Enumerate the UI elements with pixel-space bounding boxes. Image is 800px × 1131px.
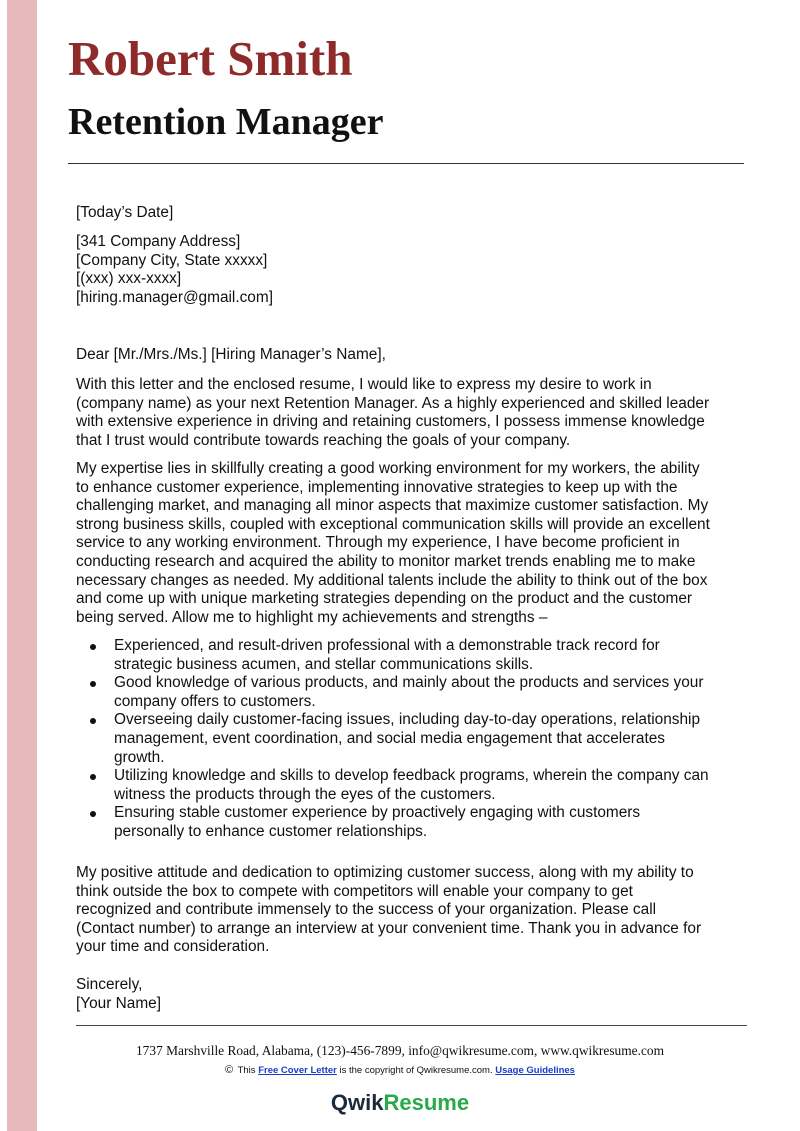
list-item: [76, 711, 756, 767]
applicant-name: Robert Smith: [68, 31, 353, 86]
recipient-block: [76, 233, 756, 307]
header-divider: [68, 163, 744, 164]
list-item: [76, 637, 756, 674]
footer-address: 1737 Marshville Road, Alabama, (123)-456-7899, info@qwikresume.com, www.qwikresume.com: [135, 1043, 664, 1058]
paragraph-line: that I trust would contribute towards reaching the goals of your company.: [76, 431, 571, 449]
paragraph-line: My positive attitude and dedication to optimizing customer success, along with my ability to: [76, 864, 694, 881]
sidebar-stripe: [7, 0, 37, 1131]
date-line: [Today’s Date]: [76, 204, 174, 221]
free-cover-letter-link[interactable]: Free Cover Letter: [258, 1065, 337, 1076]
paragraph-line: With this letter and the enclosed resume, I would like to express my desire to work in: [76, 376, 652, 393]
bullet-icon: [90, 774, 96, 780]
paragraph-line: being served. Allow me to highlight my achievements and strengths –: [76, 608, 548, 626]
date: [76, 204, 756, 223]
paragraph-line: challenging market, and managing all minor aspects that maximize customer satisfaction. My: [76, 497, 709, 515]
list-item-line: Overseeing daily customer-facing issues, including day-to-day operations, relationship: [114, 711, 701, 729]
signature-line: [Your Name]: [76, 994, 161, 1012]
bullet-icon: [90, 811, 96, 817]
logo-part-qwik: Qwik: [330, 1090, 384, 1115]
paragraph-expertise: [76, 460, 756, 627]
list-item-line: Ensuring stable customer experience by proactively engaging with customers: [114, 804, 641, 822]
recipient-address: [341 Company Address]: [76, 233, 241, 250]
achievements-list: [76, 637, 756, 842]
list-item-line: company offers to customers.: [114, 692, 316, 710]
paragraph-line: with extensive experience in driving and retaining customers, I possess immense knowledge: [76, 413, 705, 431]
paragraph-closing: [76, 864, 756, 957]
footer-copyright: [0, 1064, 800, 1076]
list-item-line: strategic business acumen, and stellar communications skills.: [114, 655, 534, 673]
salutation-line: Dear [Mr./Mrs./Ms.] [Hiring Manager’s Name],: [76, 346, 386, 363]
list-item-line: management, event coordination, and social media engagement that accelerates: [114, 729, 665, 747]
paragraph-line: My expertise lies in skillfully creating a good working environment for my workers, the ability: [76, 460, 700, 477]
bullet-icon: [90, 644, 96, 650]
paragraph-line: (company name) as your next Retention Manager. As a highly experienced and skilled leader: [76, 394, 710, 412]
footer-divider: [76, 1025, 747, 1026]
list-item-line: personally to enhance customer relationships.: [114, 822, 428, 840]
list-item: [76, 767, 756, 804]
salutation: [76, 346, 756, 365]
recipient-city-state: [Company City, State xxxxx]: [76, 251, 268, 269]
list-item-line: Utilizing knowledge and skills to develop feedback programs, wherein the company can: [114, 767, 709, 785]
list-item-line: growth.: [114, 748, 165, 766]
list-item-line: Experienced, and result-driven professional with a demonstrable track record for: [114, 637, 660, 654]
qwikresume-logo: [0, 1090, 800, 1116]
copyright-icon: ©: [225, 1064, 234, 1076]
paragraph-line: to enhance customer experience, implementing innovative strategies to keep up with the: [76, 478, 678, 496]
paragraph-line: strong business skills, coupled with exceptional communication skills will provide an excellent: [76, 515, 710, 533]
paragraph-line: your time and consideration.: [76, 938, 270, 956]
list-item: [76, 674, 756, 711]
copyright-text: is the copyright of Qwikresume.com.: [339, 1065, 493, 1076]
paragraph-line: and come up with unique marketing strategies depending on the product and the customer: [76, 590, 693, 608]
bullet-icon: [90, 718, 96, 724]
logo-part-resume: Resume: [383, 1090, 470, 1115]
paragraph-line: necessary changes as needed. My additional talents include the ability to think out of the box: [76, 571, 708, 589]
list-item: [76, 804, 756, 841]
bullet-icon: [90, 681, 96, 687]
paragraph-line: (Contact number) to arrange an interview at your convenient time. Thank you in advance for: [76, 919, 702, 937]
paragraph-line: conducting research and acquired the ability to monitor market trends enabling me to make: [76, 552, 696, 570]
sign-off: [76, 976, 756, 1013]
job-title: Retention Manager: [68, 101, 384, 143]
usage-guidelines-link[interactable]: Usage Guidelines: [495, 1065, 575, 1076]
recipient-email: [hiring.manager@gmail.com]: [76, 288, 273, 306]
recipient-phone: [(xxx) xxx-xxxx]: [76, 270, 182, 288]
paragraph-intro: [76, 376, 756, 450]
paragraph-line: think outside the box to compete with competitors will enable your company to get: [76, 882, 633, 900]
paragraph-line: recognized and contribute immensely to the success of your organization. Please call: [76, 901, 657, 919]
list-item-line: witness the products through the eyes of the customers.: [114, 785, 496, 803]
list-item-line: Good knowledge of various products, and mainly about the products and services your: [114, 674, 704, 692]
paragraph-line: service to any working environment. Through my experience, I have become proficient in: [76, 534, 680, 552]
closing-line: Sincerely,: [76, 976, 143, 993]
copyright-prefix: This: [237, 1065, 256, 1076]
